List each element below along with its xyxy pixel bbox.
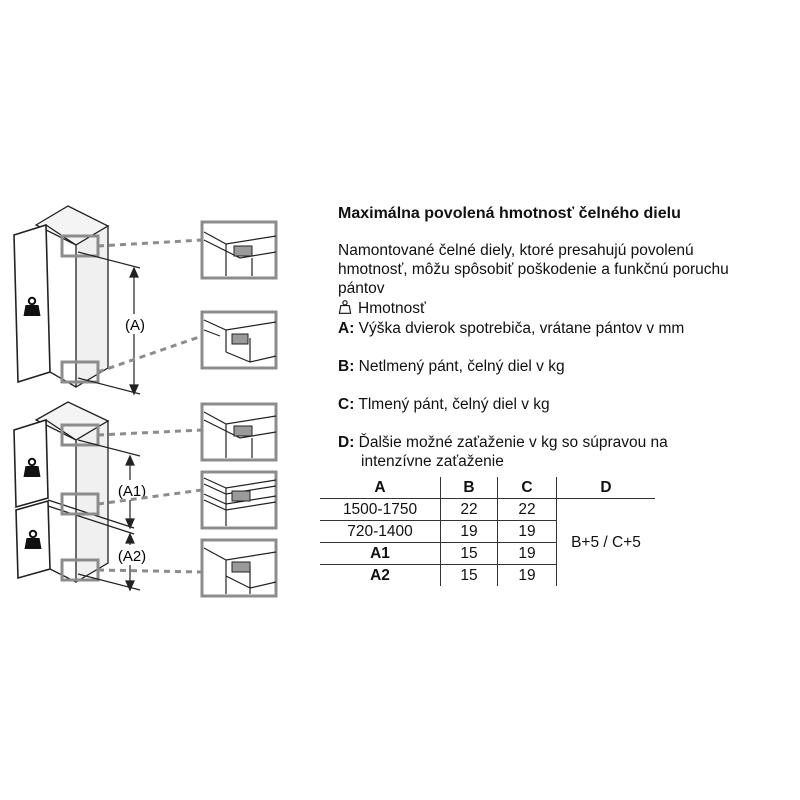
legend-weight-text: Hmotnosť	[358, 300, 426, 317]
col-header-b: B	[441, 477, 498, 499]
col-header-c: C	[498, 477, 557, 499]
weight-icon	[338, 300, 352, 314]
label-a1: (A1)	[117, 483, 147, 500]
page-title: Maximálna povolená hmotnosť čelného dielu	[338, 205, 681, 222]
cell-a: A1	[320, 543, 441, 565]
intro-line-3: pántov	[338, 280, 385, 297]
table-row	[320, 499, 655, 521]
legend-d-text-2: intenzívne zaťaženie	[361, 453, 504, 470]
hinge-detail-1	[202, 222, 276, 278]
legend-weight	[338, 299, 426, 318]
appliance-top	[14, 206, 108, 387]
col-header-d: D	[557, 477, 656, 499]
cell-b: 15	[441, 543, 498, 565]
cell-d: B+5 / C+5	[557, 499, 656, 587]
cell-c: 19	[498, 521, 557, 543]
legend-c	[338, 395, 550, 414]
legend-a	[338, 319, 684, 338]
hinge-detail-5	[202, 540, 276, 596]
cell-a: 720-1400	[320, 521, 441, 543]
cell-b: 15	[441, 565, 498, 587]
legend-d	[338, 433, 668, 452]
hinge-detail-4	[202, 472, 276, 528]
legend-d-key: D:	[338, 434, 355, 451]
hinge-detail-3	[202, 404, 276, 460]
label-a2: (A2)	[117, 548, 147, 565]
cell-b: 22	[441, 499, 498, 521]
cell-c: 19	[498, 543, 557, 565]
legend-c-text: Tlmený pánt, čelný diel v kg	[358, 396, 550, 413]
legend-b-key: B:	[338, 358, 355, 375]
legend-c-key: C:	[338, 396, 355, 413]
cell-c: 22	[498, 499, 557, 521]
legend-b	[338, 357, 565, 376]
table-header-row	[320, 477, 655, 499]
hinge-detail-2	[202, 312, 276, 368]
legend-d-text-1: Ďalšie možné zaťaženie v kg so súpravou na	[358, 434, 668, 451]
intro-line-1: Namontované čelné diely, ktoré presahujú povolenú	[338, 242, 694, 259]
cell-c: 19	[498, 565, 557, 587]
intro-line-2: hmotnosť, môžu spôsobiť poškodenie a funkčnú poruchu	[338, 261, 729, 278]
cell-a: A2	[370, 566, 390, 584]
legend-b-text: Netlmený pánt, čelný diel v kg	[358, 358, 565, 375]
label-a: (A)	[125, 317, 145, 334]
cell-a: 1500-1750	[320, 499, 441, 521]
legend-a-text: Výška dvierok spotrebiča, vrátane pántov v mm	[358, 320, 685, 337]
weight-table	[320, 477, 655, 586]
cell-b: 19	[441, 521, 498, 543]
col-header-a: A	[320, 477, 441, 499]
legend-a-key: A:	[338, 320, 355, 337]
